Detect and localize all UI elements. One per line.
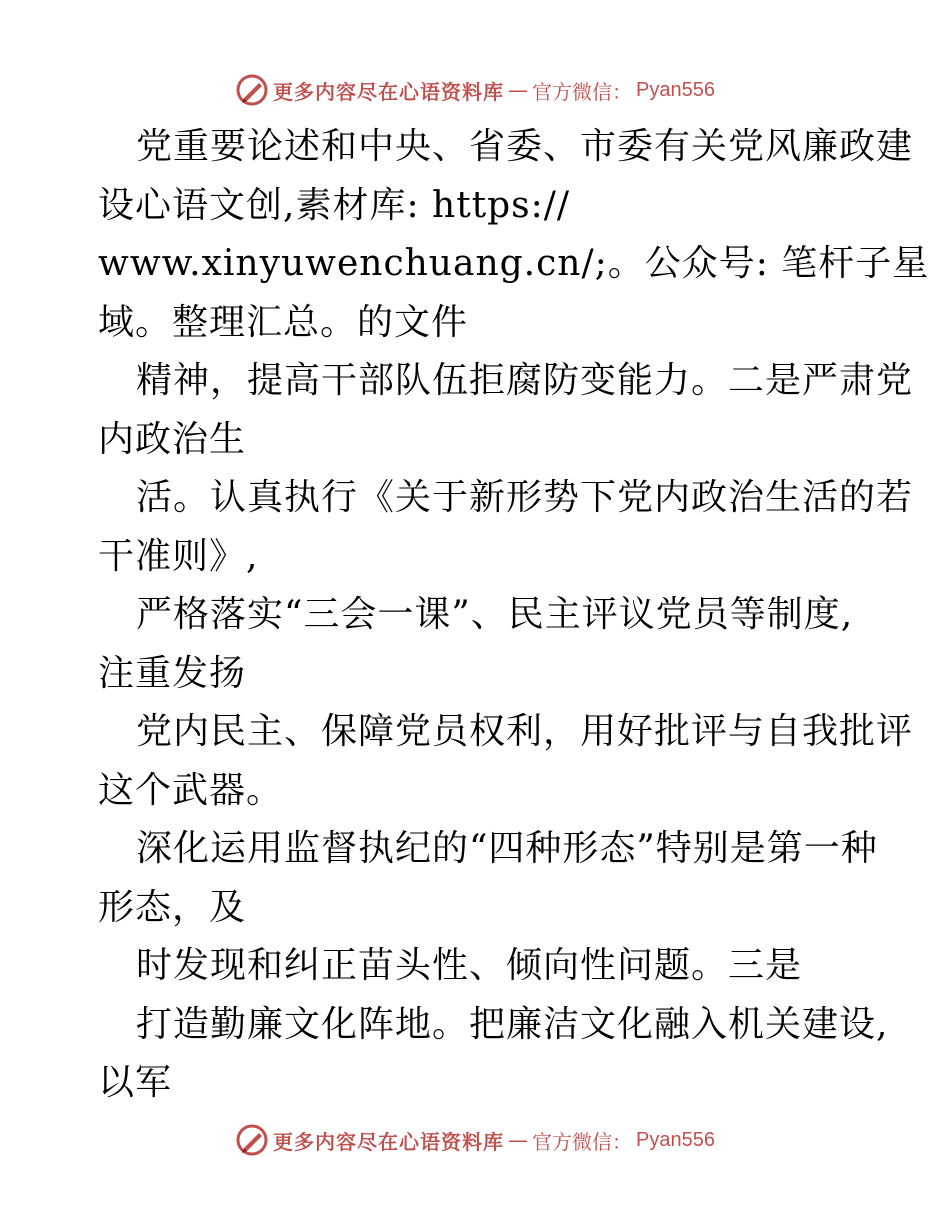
body-line: 严格落实“三会一课”、民主评议党员等制度, xyxy=(136,594,854,635)
body-line: 设心语文创,素材库: https:// xyxy=(98,184,571,226)
header-brand-text: 更多内容尽在心语资料库 xyxy=(273,79,505,104)
footer-wechat-label: 官方微信： xyxy=(532,1129,633,1154)
body-line: 时发现和纠正苗头性、倾向性问题。三是 xyxy=(136,945,803,986)
body-line: 以军 xyxy=(98,1062,173,1103)
pen-logo-icon xyxy=(235,73,269,107)
footer-brand-text: 更多内容尽在心语资料库 xyxy=(273,1129,505,1154)
body-line: 打造勤廉文化阵地。把廉洁文化融入机关建设, xyxy=(136,1003,889,1045)
body-line: 活。认真执行《关于新形势下党内政治生活的若 xyxy=(136,477,914,518)
header-wechat-id: Pyan556 xyxy=(636,78,715,101)
pen-logo-icon xyxy=(235,1123,269,1157)
document-body xyxy=(98,118,930,1113)
body-line: 这个武器。 xyxy=(98,769,284,811)
body-line: 精神，提高干部队伍拒腐防变能力。二是严肃党 xyxy=(136,360,914,401)
footer-banner xyxy=(0,1120,950,1160)
header-wechat-label: 官方微信： xyxy=(532,79,633,104)
body-line: 内政治生 xyxy=(98,418,247,460)
body-line: 形态，及 xyxy=(98,886,247,928)
body-line: 深化运用监督执纪的“四种形态”特别是第一种 xyxy=(136,828,878,869)
header-dash: — xyxy=(508,78,529,102)
body-line: 域。整理汇总。的文件 xyxy=(98,301,469,343)
header-banner xyxy=(0,70,950,110)
body-line: 干准则》, xyxy=(98,535,259,577)
body-line: 党重要论述和中央、省委、市委有关党风廉政建 xyxy=(136,126,914,167)
body-line: 党内民主、保障党员权利，用好批评与自我批评 xyxy=(136,711,914,752)
body-line: 注重发扬 xyxy=(98,652,247,694)
footer-dash: — xyxy=(508,1128,529,1152)
body-line: www.xinyuwenchuang.cn/;。公众号: 笔杆子星 xyxy=(98,243,930,284)
footer-wechat-id: Pyan556 xyxy=(636,1128,715,1151)
